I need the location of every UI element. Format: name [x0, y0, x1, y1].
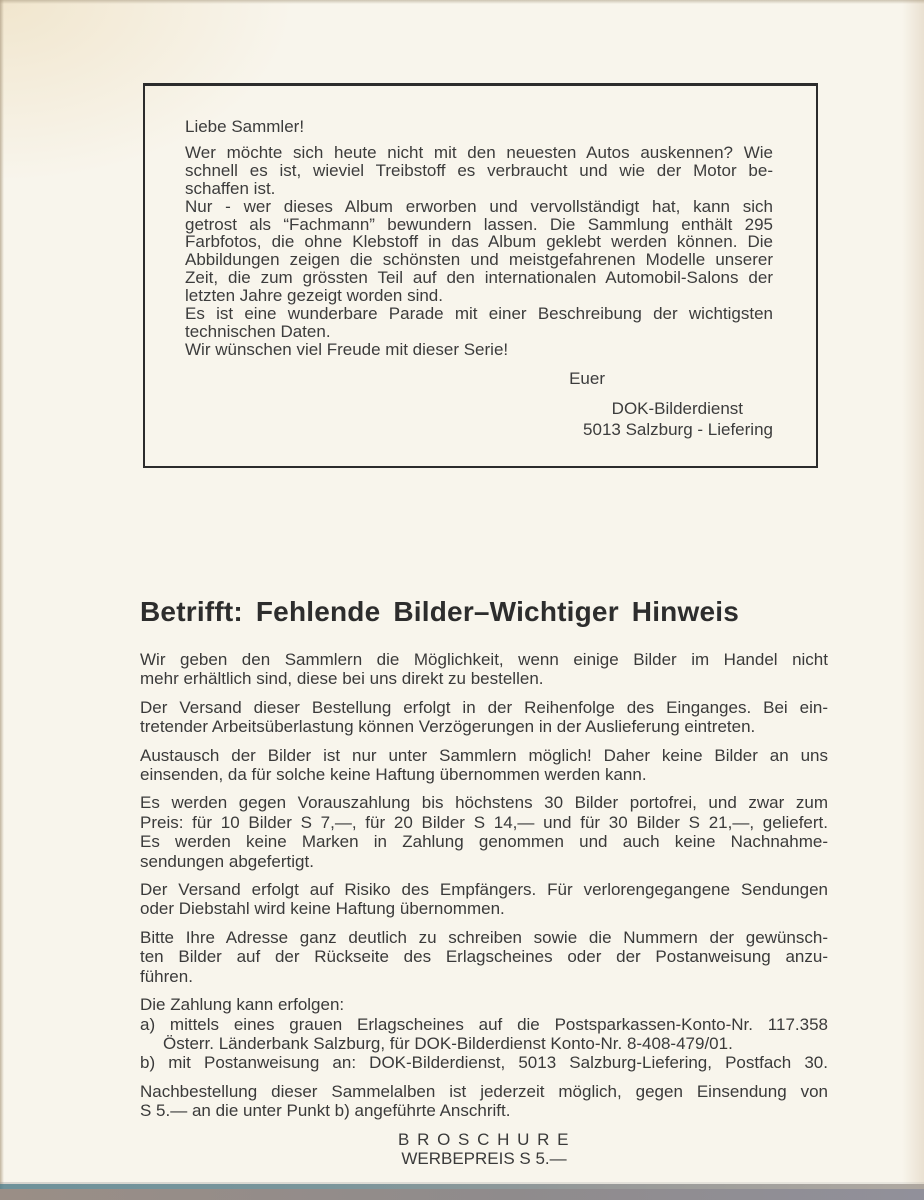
letter-line: Nur - wer dieses Album erworben und vervollständigt hat, kann sich — [185, 196, 773, 216]
notice-line: mehr erhältlich sind, diese bei uns direkt zu bestellen. — [140, 669, 544, 689]
notice-paragraph — [140, 928, 828, 986]
letter-line: Wer möchte sich heute nicht mit den neuesten Autos auskennen? Wie — [185, 142, 773, 162]
signature-closing: Euer — [569, 368, 605, 388]
notice-line: Der Versand erfolgt auf Risiko des Empfängers. Für verlorengegangene Sendungen — [140, 880, 828, 900]
brochure-price: WERBEPREIS S 5.— — [401, 1148, 567, 1168]
signature-name: DOK-Bilderdienst — [611, 398, 743, 418]
notice-line: Die Zahlung kann erfolgen: — [140, 995, 345, 1015]
letter-line: schaffen ist. — [185, 178, 276, 198]
notice-paragraph — [140, 995, 828, 1073]
page-bottom-edge-band — [0, 1189, 924, 1200]
letter-line: getrost als “Fachmann” bewundern lassen. Die Sammlung enthält 295 — [185, 214, 773, 234]
notice-line: einsenden, da für solche keine Haftung übernommen werden kann. — [140, 765, 647, 785]
letter-line: Abbildungen zeigen die schönsten und meistgefahrenen Modelle unserer — [185, 250, 773, 270]
brochure-footer — [140, 1130, 828, 1168]
letter-line: schnell es ist, wieviel Treibstoff es verbraucht und wie der Motor be- — [185, 160, 773, 180]
letter-line: Es ist eine wunderbare Parade mit einer Beschreibung der wichtigsten — [185, 304, 773, 324]
notice-line: a) mittels eines grauen Erlagscheines auf die Postsparkassen-Konto-Nr. 117.358 — [140, 1014, 828, 1034]
notice-section — [140, 597, 828, 1168]
signature-city: 5013 Salzburg - Liefering — [583, 419, 773, 439]
notice-line: tretender Arbeitsüberlastung können Verzögerungen in der Auslieferung eintreten. — [140, 717, 756, 737]
notice-line: Nachbestellung dieser Sammelalben ist jederzeit möglich, gegen Einsendung von — [140, 1081, 828, 1101]
notice-line: führen. — [140, 966, 193, 986]
letter-line: Wir wünschen viel Freude mit dieser Serie! — [185, 339, 509, 359]
notice-line: Austausch der Bilder ist nur unter Sammlern möglich! Daher keine Bilder an uns — [140, 745, 828, 765]
notice-line: oder Diebstahl wird keine Haftung übernommen. — [140, 899, 505, 919]
notice-line: Wir geben den Sammlern die Möglichkeit, wenn einige Bilder im Handel nicht — [140, 650, 828, 669]
notice-paragraph — [140, 1082, 828, 1121]
notice-line: Es werden keine Marken in Zahlung genommen und auch keine Nachnahme- — [140, 832, 828, 852]
notice-paragraph — [140, 650, 828, 689]
notice-line: Es werden gegen Vorauszahlung bis höchstens 30 Bilder portofrei, und zwar zum — [140, 793, 828, 813]
letter-paragraph — [185, 118, 773, 136]
notice-body — [140, 650, 828, 1121]
notice-line: Preis: für 10 Bilder S 7,—, für 20 Bilder S 14,— und für 30 Bilder S 21,—, geliefert. — [140, 812, 828, 832]
letter-paragraph — [185, 341, 773, 359]
letter-line: Farbfotos, die ohne Klebstoff in das Album geklebt werden können. Die — [185, 232, 773, 252]
notice-heading: Betrifft: Fehlende Bilder–Wichtiger Hinweis — [140, 596, 739, 627]
letter-body — [185, 118, 773, 359]
notice-paragraph — [140, 880, 828, 919]
letter-paragraph — [185, 198, 773, 305]
notice-line: Österr. Länderbank Salzburg, für DOK-Bilderdienst Konto-Nr. 8-408-479/01. — [163, 1033, 733, 1053]
notice-line: Bitte Ihre Adresse ganz deutlich zu schreiben sowie die Nummern der gewünsch- — [140, 927, 828, 947]
letter-line: Zeit, die zum grössten Teil auf den internationalen Automobil-Salons der — [185, 268, 773, 288]
notice-line: ten Bilder auf der Rückseite des Erlagscheines oder der Postanweisung anzu- — [140, 947, 828, 967]
letter-box — [143, 83, 818, 468]
notice-paragraph — [140, 746, 828, 785]
letter-line: technischen Daten. — [185, 321, 331, 341]
notice-line: sendungen abgefertigt. — [140, 851, 314, 871]
letter-paragraph — [185, 144, 773, 198]
letter-paragraph — [185, 305, 773, 341]
notice-line: Der Versand dieser Bestellung erfolgt in der Reihenfolge des Einganges. Bei ein- — [140, 697, 828, 717]
letter-line: Liebe Sammler! — [185, 117, 305, 136]
notice-paragraph — [140, 793, 828, 871]
notice-paragraph — [140, 698, 828, 737]
letter-line: letzten Jahre gezeigt worden sind. — [185, 286, 443, 306]
notice-line: S 5.— an die unter Punkt b) angeführte Anschrift. — [140, 1101, 511, 1121]
brochure-title: B R O S C H U R E — [398, 1129, 570, 1149]
notice-line: b) mit Postanweisung an: DOK-Bilderdienst, 5013 Salzburg-Liefering, Postfach 30. — [140, 1053, 828, 1073]
